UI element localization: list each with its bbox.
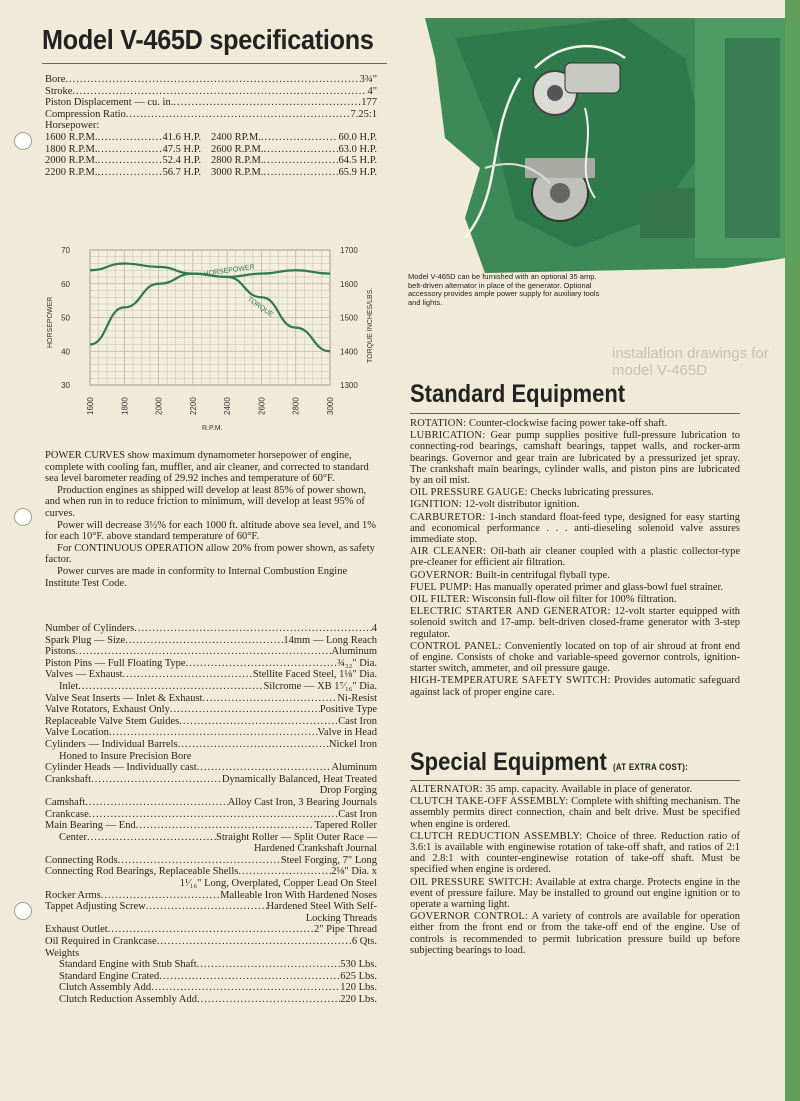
equipment-description: Wisconsin full-flow oil filter for 100% filtration. xyxy=(471,594,677,606)
spec-value: Aluminum xyxy=(331,762,377,774)
spec-label: Valve Rotators, Exhaust Only xyxy=(45,704,170,716)
power-curve-note: Production engines as shipped will develop at least 85% of power shown, and when run in to reduce friction to minimum, will develop at least 95% of curves. xyxy=(45,484,367,519)
hp-row xyxy=(211,144,377,156)
spec-row xyxy=(45,681,377,693)
spec-row xyxy=(45,809,377,821)
equipment-item xyxy=(410,911,740,956)
equipment-description: Has manually operated primer and glass-bowl fuel strainer. xyxy=(474,581,724,593)
equipment-description: Checks lubricating pressures. xyxy=(530,487,654,499)
leader-dots xyxy=(118,855,281,867)
spec-value: Cast Iron xyxy=(338,715,377,727)
hp-rpm: 2200 R.P.M. xyxy=(45,166,98,178)
horsepower-heading: Horsepower: xyxy=(45,120,100,132)
hp-rpm: 1800 R.P.M. xyxy=(45,143,98,155)
y2-tick-label: 1600 xyxy=(340,279,358,289)
leader-dots xyxy=(146,901,267,913)
y2-tick-label: 1500 xyxy=(340,313,358,323)
spec-value: 625 Lbs. xyxy=(340,970,377,982)
equipment-item xyxy=(410,606,740,640)
hp-value: 63.0 H.P. xyxy=(338,143,377,155)
leader-dots xyxy=(89,809,338,821)
spec-label: Connecting Rod Bearings, Replaceable Shells xyxy=(45,866,239,878)
equipment-name: ELECTRIC STARTER AND GENERATOR: xyxy=(410,606,611,618)
spec-label: Piston Pins — Full Floating Type xyxy=(45,657,186,669)
x-tick-label: 2600 xyxy=(257,397,267,415)
spec-value: 220 Lbs. xyxy=(340,994,377,1005)
bleed-through-text: installation drawings for model V-465D xyxy=(612,345,769,379)
leader-dots xyxy=(170,704,320,716)
equipment-description: Oil-bath air cleaner coupled with a plastic collector-type pre-cleaner for efficient air filtration. xyxy=(410,546,740,569)
equipment-item xyxy=(410,487,740,498)
series-label-horsepower: HORSEPOWER xyxy=(203,263,256,278)
equipment-item xyxy=(410,418,740,429)
spec-label: Piston Displacement — cu. in. xyxy=(45,97,174,109)
spec-row xyxy=(45,716,377,728)
special-equipment-title: Special Equipment xyxy=(410,748,607,776)
spec-label: Number of Cylinders xyxy=(45,623,135,634)
hp-rpm: 2600 R.P.M. xyxy=(211,143,264,155)
spec-row xyxy=(45,855,377,867)
equipment-name: GOVERNOR: xyxy=(410,569,474,581)
spec-value: 6 Qts. xyxy=(351,936,377,948)
standard-equipment-rule xyxy=(410,413,740,414)
leader-dots xyxy=(72,86,367,98)
horsepower-table xyxy=(45,132,377,178)
leader-dots xyxy=(87,832,216,844)
leader-dots xyxy=(197,959,341,971)
equipment-name: CLUTCH REDUCTION ASSEMBLY: xyxy=(410,830,583,842)
x-tick-label: 1600 xyxy=(86,397,95,415)
spec-label: Standard Engine with Stub Shaft xyxy=(59,959,197,971)
equipment-name: FUEL PUMP: xyxy=(410,581,473,593)
extra-cost-note: (AT EXTRA COST): xyxy=(612,762,689,772)
spec-value: 14mm — Long Reach xyxy=(283,634,377,646)
spec-row xyxy=(45,866,377,878)
spec-continuation: Locking Threads xyxy=(305,912,377,924)
leader-dots xyxy=(159,971,340,983)
spec-value: Aluminum xyxy=(331,646,377,658)
spec-row xyxy=(45,658,377,670)
engine-photo xyxy=(425,18,785,273)
y-tick-label: 70 xyxy=(61,246,70,255)
equipment-description: 12-volt distributor ignition. xyxy=(464,499,580,511)
spec-label: Cylinders — Individual Barrels xyxy=(45,738,178,750)
leader-dots xyxy=(157,936,352,948)
spec-label: Inlet xyxy=(59,680,79,692)
equipment-description: Counter-clockwise facing power take-off shaft. xyxy=(469,418,668,429)
power-curve-note: POWER CURVES show maximum dynamometer horsepower of engine, complete with cooling fan, muffler, and air cleaner, and corrected to standard sea level barometer reading of 29.92 inches and temperature of 60°F. xyxy=(45,450,369,485)
leader-dots xyxy=(98,155,163,167)
spec-row xyxy=(45,623,377,635)
y-tick-label: 30 xyxy=(61,381,70,390)
equipment-name: GOVERNOR CONTROL: xyxy=(410,911,529,923)
equipment-item xyxy=(410,831,740,876)
spec-row xyxy=(45,994,377,1006)
leader-dots xyxy=(134,623,372,635)
x-tick-label: 2400 xyxy=(223,397,233,415)
x-tick-label: 2000 xyxy=(154,397,164,415)
hp-value: 65.9 H.P. xyxy=(338,166,377,178)
y2-tick-label: 1400 xyxy=(340,347,358,357)
spec-value: Nickel Iron xyxy=(328,738,377,750)
spec-row xyxy=(45,971,377,983)
equipment-item xyxy=(410,877,740,911)
spec-value: Positive Type xyxy=(319,704,377,716)
spec-value: Tapered Roller xyxy=(314,820,377,832)
spec-row xyxy=(45,762,377,774)
x-tick-label: 1800 xyxy=(120,397,130,415)
spec-row xyxy=(45,901,377,913)
spec-value: 177 xyxy=(361,97,377,109)
spec-label: Valve Location xyxy=(45,727,109,739)
photo-caption: Model V-465D can be furnished with an optional 35 amp. belt-driven alternator in place of the generator. Optional accessory provides ample power supply for auxiliary tools and lights. xyxy=(408,272,600,307)
spec-row xyxy=(45,924,377,936)
spec-row xyxy=(45,959,377,971)
equipment-name: HIGH-TEMPERATURE SAFETY SWITCH: xyxy=(410,675,611,687)
spec-value: Hardened Steel With Self- xyxy=(266,901,377,913)
spec-value: 2⅛" Dia. x xyxy=(331,866,377,878)
spec-label: Center xyxy=(59,831,87,843)
leader-dots xyxy=(125,635,283,647)
power-curves-notes xyxy=(45,450,377,589)
equipment-name: OIL FILTER: xyxy=(410,594,470,606)
spec-value: 2" Pipe Thread xyxy=(314,924,377,936)
equipment-item xyxy=(410,594,740,605)
spec-row xyxy=(45,693,377,705)
special-equipment-heading xyxy=(410,748,688,777)
hp-rpm: 2800 R.P.M. xyxy=(211,155,264,167)
power-curve-note: Power curves are made in conformity to Internal Combustion Engine Institute Test Code. xyxy=(45,565,348,589)
equipment-item xyxy=(410,796,740,830)
hp-rpm: 3000 R.P.M. xyxy=(211,166,264,178)
leader-dots xyxy=(202,693,337,705)
leader-dots xyxy=(126,109,351,121)
spec-row xyxy=(45,669,377,681)
equipment-description: 1-inch standard float-feed type, designed for easy starting and economical performance . . . anti-dieseling solenoid valve assures immediate stop. xyxy=(410,511,741,546)
equipment-description: 35 amp. capacity. Available in place of generator. xyxy=(485,784,693,795)
equipment-item xyxy=(410,675,740,697)
y-tick-label: 50 xyxy=(61,313,70,323)
leader-dots xyxy=(108,924,314,936)
spec-label: Main Bearing — End xyxy=(45,820,136,832)
spec-row xyxy=(45,109,377,121)
leader-dots xyxy=(78,681,263,693)
equipment-name: ALTERNATOR: xyxy=(410,784,483,795)
hp-row xyxy=(211,167,377,179)
leader-dots xyxy=(109,727,318,739)
spec-continuation: Honed to Insure Precision Bore xyxy=(59,750,192,762)
equipment-description: Built-in centrifugal flyball type. xyxy=(475,569,610,581)
spec-continuation: Hardened Crankshaft Journal xyxy=(253,843,377,855)
leader-dots xyxy=(123,669,253,681)
hp-rpm: 1600 R.P.M. xyxy=(45,131,98,143)
hp-value: 52.4 H.P. xyxy=(162,155,201,167)
spec-continuation: Weights xyxy=(45,947,80,959)
hp-value: 47.5 H.P. xyxy=(162,143,201,155)
hp-rpm: 2400 RP.M. xyxy=(211,131,261,143)
leader-dots xyxy=(264,144,339,156)
series-label-torque: TORQUE xyxy=(245,295,275,319)
hp-value: 56.7 H.P. xyxy=(162,166,201,178)
equipment-item xyxy=(410,641,740,675)
binder-hole xyxy=(14,508,32,526)
spec-value: Ni-Resist xyxy=(337,692,377,704)
y-tick-label: 60 xyxy=(61,279,70,289)
spec-row xyxy=(45,890,377,902)
hp-row xyxy=(211,155,377,167)
spec-value: Valve in Head xyxy=(317,727,377,739)
x-axis-label: R.P.M. xyxy=(202,425,223,432)
leader-dots xyxy=(179,716,338,728)
spec-label: Rocker Arms xyxy=(45,889,101,901)
hp-row xyxy=(211,132,377,144)
hp-row xyxy=(45,132,211,144)
equipment-name: OIL PRESSURE SWITCH: xyxy=(410,876,533,888)
special-equipment-rule xyxy=(410,780,740,781)
leader-dots xyxy=(178,739,329,751)
special-equipment-list xyxy=(410,784,740,957)
standard-equipment-heading: Standard Equipment xyxy=(410,380,626,408)
leader-dots xyxy=(151,982,340,994)
leader-dots xyxy=(264,167,339,179)
equipment-name: AIR CLEANER: xyxy=(410,546,487,558)
title-rule xyxy=(42,63,387,64)
spec-label: Stroke xyxy=(45,85,73,97)
green-edge xyxy=(785,0,800,1101)
spec-value: 4" xyxy=(367,85,377,97)
spec-value: Silcrome — XB 1⁷⁄₁₆" Dia. xyxy=(263,680,377,692)
power-curve-chart xyxy=(42,238,382,443)
spec-label: Valve Seat Inserts — Inlet & Exhaust xyxy=(45,692,203,704)
spec-label: Crankcase xyxy=(45,808,89,820)
hp-row xyxy=(45,167,211,179)
spec-label: Bore xyxy=(45,74,66,85)
spec-value: Stellite Faced Steel, 1⅛" Dia. xyxy=(252,669,377,681)
x-tick-label: 3000 xyxy=(326,397,335,415)
equipment-description: Available at extra charge. Protects engine in the event of pressure failure. May be installed to ground out engine ignition or to operate a warning light. xyxy=(410,876,741,911)
spec-row xyxy=(45,797,377,809)
equipment-name: LUBRICATION: xyxy=(410,430,486,442)
spec-value: Malleable Iron With Hardened Noses xyxy=(220,889,377,901)
hp-row xyxy=(45,144,211,156)
spec-label: Crankshaft xyxy=(45,773,92,785)
spec-label: Standard Engine Crated xyxy=(59,970,160,982)
equipment-name: CONTROL PANEL: xyxy=(410,640,502,652)
leader-dots xyxy=(238,866,331,878)
y2-tick-label: 1300 xyxy=(340,381,358,390)
equipment-item xyxy=(410,499,740,510)
spec-row xyxy=(45,739,377,751)
spec-value: Alloy Cast Iron, 3 Bearing Journals xyxy=(227,796,377,808)
equipment-item xyxy=(410,430,740,486)
spec-value: 4 xyxy=(371,623,377,634)
hp-value: 60.0 H.P. xyxy=(338,131,377,143)
equipment-name: OIL PRESSURE GAUGE: xyxy=(410,487,528,499)
chart-svg xyxy=(42,238,382,443)
spec-value: 530 Lbs. xyxy=(340,959,377,971)
engine-details-list xyxy=(45,623,377,1006)
leader-dots xyxy=(261,132,339,144)
spec-value: 120 Lbs. xyxy=(340,982,377,994)
spec-label: Tappet Adjusting Screw xyxy=(45,901,146,913)
binder-hole xyxy=(14,132,32,150)
equipment-item xyxy=(410,570,740,581)
y-tick-label: 40 xyxy=(61,347,70,357)
spec-label: Clutch Assembly Add xyxy=(59,982,152,994)
spec-row xyxy=(45,982,377,994)
spec-label: Exhaust Outlet xyxy=(45,924,108,936)
equipment-description: Choice of three. Reduction ratio of 3.6:1 is available with enginewise rotation of take-off shaft, and ratios of 2:1 and 2.8:1 with counter-enginewise rotation of take-off shaft. Must be specified when engine is ordered. xyxy=(410,830,741,876)
equipment-description: Gear pump supplies positive full-pressure lubrication to connecting-rod bearings, camshaft bearings, tappet walls, and rocker-arm bearings. Governor and gear train are lubricated by a pressurized jet spray. The crankshaft main bearings, cylinder walls, and piston pins are lubricated by an oil mist. xyxy=(410,430,740,487)
binder-hole xyxy=(14,902,32,920)
spec-row xyxy=(45,86,377,98)
power-curve-note: Power will decrease 3½% for each 1000 ft. altitude above sea level, and 1% for each 10°F. above standard temperature of 60°F. xyxy=(45,519,376,543)
spec-label: Spark Plug — Size xyxy=(45,634,126,646)
spec-label: Replaceable Valve Stem Guides xyxy=(45,715,180,727)
x-tick-label: 2200 xyxy=(188,397,198,415)
leader-dots xyxy=(197,762,332,774)
spec-row xyxy=(45,774,377,786)
leader-dots xyxy=(91,774,222,786)
spec-label: Cylinder Heads — Individually cast xyxy=(45,762,197,774)
spec-value: Straight Roller — Split Outer Race — xyxy=(216,831,377,843)
y2-tick-label: 1700 xyxy=(340,246,358,255)
equipment-item xyxy=(410,512,740,546)
spec-row xyxy=(45,704,377,716)
spec-row xyxy=(45,820,377,832)
hp-rpm: 2000 R.P.M. xyxy=(45,155,98,167)
spec-row xyxy=(45,97,377,109)
spec-row xyxy=(45,635,377,647)
leader-dots xyxy=(136,820,315,832)
leader-dots xyxy=(75,646,331,658)
power-curve-note: For CONTINUOUS OPERATION allow 20% from power shown, as safety factor. xyxy=(45,542,375,566)
spec-row xyxy=(45,936,377,948)
leader-dots xyxy=(65,74,359,86)
equipment-description: A variety of controls are available for operation either from the front end or from the take-off end of the engine. Use of controls is recommended to permit lubrication pressure build up before subjecting bearings to load. xyxy=(410,911,740,956)
equipment-item xyxy=(410,546,740,568)
spec-value: ¾₃₂" Dia. xyxy=(337,657,377,669)
leader-dots xyxy=(197,994,340,1006)
spec-value: 3¾" xyxy=(359,74,377,85)
spec-label: Camshaft xyxy=(45,796,86,808)
leader-dots xyxy=(98,132,163,144)
spec-value: Cast Iron xyxy=(338,808,377,820)
x-tick-label: 2800 xyxy=(291,397,301,415)
equipment-name: ROTATION: xyxy=(410,418,467,429)
spec-value: 7.25:1 xyxy=(350,108,377,120)
spec-row xyxy=(45,832,377,844)
equipment-description: 12-volt starter equipped with solenoid switch and 17-amp. belt-driven closed-frame generator with 3-step regulator. xyxy=(410,606,741,640)
equipment-name: CLUTCH TAKE-OFF ASSEMBLY: xyxy=(410,796,569,808)
y2-axis-label: TORQUE INCHES/LBS. xyxy=(367,287,374,363)
spec-label: Connecting Rods xyxy=(45,854,118,866)
spec-value: Steel Forging, 7" Long xyxy=(280,854,377,866)
hp-value: 41.6 H.P. xyxy=(162,131,201,143)
hp-row xyxy=(45,155,211,167)
spec-label: Pistons xyxy=(45,646,76,658)
leader-dots xyxy=(186,658,338,670)
leader-dots xyxy=(85,797,227,809)
equipment-description: Provides automatic safeguard against lack of proper engine care. xyxy=(410,675,740,698)
spec-continuation: 1¹⁄₁₆" Long, Overplated, Copper Lead On Steel xyxy=(179,878,377,890)
y-axis-label: HORSEPOWER xyxy=(47,296,54,348)
spec-label: Compression Ratio xyxy=(45,108,126,120)
leader-dots xyxy=(98,144,163,156)
spec-label: Valves — Exhaust xyxy=(45,669,123,681)
leader-dots xyxy=(264,155,339,167)
leader-dots xyxy=(101,890,220,902)
standard-equipment-list xyxy=(410,418,740,699)
equipment-description: Complete with shifting mechanism. The assembly permits direct connection, chain and belt drive. Must be specified when engine is ordered. xyxy=(410,796,741,830)
spec-label: Oil Required in Crankcase xyxy=(45,936,157,948)
equipment-name: IGNITION: xyxy=(410,499,462,511)
leader-dots xyxy=(98,167,163,179)
spec-row xyxy=(45,74,377,86)
spec-label: Clutch Reduction Assembly Add xyxy=(59,994,197,1005)
page-title: Model V-465D specifications xyxy=(42,24,374,55)
basic-specs xyxy=(45,74,377,178)
spec-row xyxy=(45,646,377,658)
spec-value: Dynamically Balanced, Heat Treated xyxy=(221,773,377,785)
leader-dots xyxy=(173,97,361,109)
hp-value: 64.5 H.P. xyxy=(338,155,377,167)
spec-continuation: Drop Forging xyxy=(319,785,377,797)
equipment-item xyxy=(410,784,740,795)
spec-row xyxy=(45,727,377,739)
equipment-name: CARBURETOR: xyxy=(410,511,486,523)
equipment-item xyxy=(410,582,740,593)
equipment-description: Conveniently located on top of air shroud at front end of engine. Consists of choke and variable-speed governor controls, ignition-starter switch, ammeter, and oil pressure gauge. xyxy=(410,640,740,675)
